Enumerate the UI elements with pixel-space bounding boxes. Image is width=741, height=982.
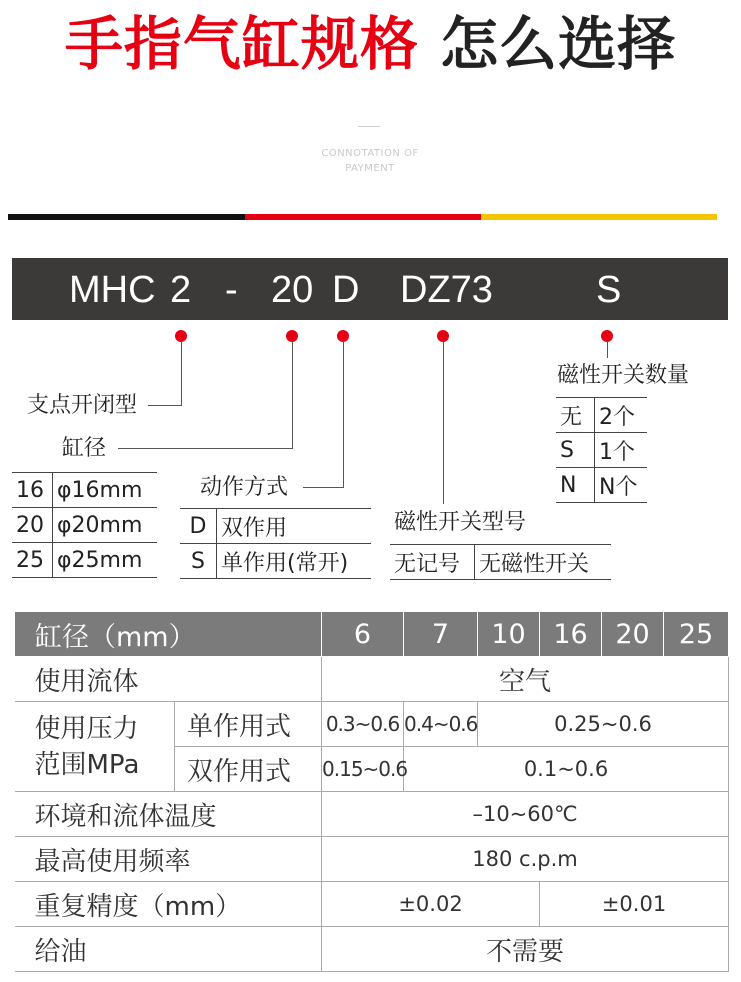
spec-table	[14, 611, 729, 972]
spec-row-pressure-single	[15, 702, 729, 747]
subtitle-line1: CONNOTATION OF	[321, 148, 419, 159]
stripe-yellow	[481, 214, 717, 220]
label-bore: 缸径	[62, 436, 107, 461]
label-action: 动作方式	[200, 475, 289, 500]
leader-line	[292, 342, 293, 449]
spec-repeat-v2: ±0.01	[540, 882, 729, 927]
switch-type-table	[390, 544, 611, 580]
bore-value: φ25mm	[53, 543, 158, 578]
spec-freq-label: 最高使用频率	[15, 837, 322, 882]
marker-dot	[437, 330, 449, 342]
switch-type-value: 无磁性开关	[475, 545, 612, 580]
model-action: D	[332, 269, 360, 311]
spec-size: 20	[602, 612, 664, 657]
spec-size: 10	[478, 612, 540, 657]
model-bore: 20	[271, 269, 314, 311]
marker-dot	[601, 330, 613, 342]
spec-pressure-label	[15, 702, 175, 792]
label-fulcrum: 支点开闭型	[27, 393, 138, 418]
spec-size: 16	[540, 612, 602, 657]
leader-line	[303, 487, 344, 488]
spec-double-rest: 0.1~0.6	[404, 747, 729, 792]
bore-table	[12, 472, 157, 578]
spec-pressure-label-line2: 范围MPa	[34, 749, 140, 780]
model-series: MHC	[69, 269, 156, 311]
marker-dot	[286, 330, 298, 342]
leader-line	[443, 342, 444, 504]
spec-size: 6	[322, 612, 404, 657]
spec-temp-label: 环境和流体温度	[15, 792, 322, 837]
spec-size: 25	[664, 612, 729, 657]
bore-value: φ20mm	[53, 508, 158, 543]
model-switch-qty: S	[596, 269, 622, 311]
bore-code: 16	[12, 473, 53, 508]
spec-single-rest: 0.25~0.6	[478, 702, 729, 747]
model-type: 2	[170, 269, 192, 311]
switch-qty-code: 无	[556, 398, 595, 433]
action-code: S	[180, 544, 217, 579]
leader-line	[118, 448, 293, 449]
spec-temp-value: –10~60℃	[322, 792, 729, 837]
spec-repeat-v1: ±0.02	[322, 882, 540, 927]
spec-row-freq	[15, 837, 729, 882]
action-table	[180, 508, 371, 579]
stripe-black	[8, 214, 245, 220]
spec-double-label: 双作用式	[175, 747, 322, 792]
spec-pressure-label-line1: 使用压力	[34, 713, 139, 744]
leader-line	[343, 342, 344, 488]
action-value: 单作用(常开)	[217, 544, 372, 579]
spec-size: 7	[404, 612, 478, 657]
spec-single-v6: 0.3~0.6	[322, 702, 404, 747]
spec-row-repeat	[15, 882, 729, 927]
stripe-red	[245, 214, 481, 220]
label-switch-qty: 磁性开关数量	[557, 363, 690, 388]
spec-header-label: 缸径（mm）	[15, 612, 322, 657]
spec-row-oil	[15, 927, 729, 972]
spec-oil-label: 给油	[15, 927, 322, 972]
spec-header-row	[15, 612, 729, 657]
marker-dot	[175, 330, 187, 342]
page-title	[0, 8, 741, 80]
marker-dot	[337, 330, 349, 342]
title-dark: 怎么选择	[440, 10, 677, 78]
title-red: 手指气缸规格	[64, 10, 419, 78]
spec-fluid-label: 使用流体	[15, 657, 322, 702]
leader-line	[607, 342, 608, 358]
switch-qty-table	[556, 397, 647, 503]
spec-fluid-value: 空气	[322, 657, 729, 702]
bore-value: φ16mm	[53, 473, 158, 508]
spec-row-fluid	[15, 657, 729, 702]
spec-single-label: 单作用式	[175, 702, 322, 747]
switch-qty-value: N个	[595, 468, 648, 503]
spec-oil-value: 不需要	[322, 927, 729, 972]
model-dash: -	[225, 269, 238, 311]
bore-code: 20	[12, 508, 53, 543]
switch-qty-value: 2个	[595, 398, 648, 433]
switch-qty-code: N	[556, 468, 595, 503]
subtitle-divider	[358, 126, 380, 127]
leader-line	[181, 342, 182, 406]
spec-double-v6: 0.15~0.6	[322, 747, 404, 792]
spec-single-v7: 0.4~0.6	[404, 702, 478, 747]
switch-type-code: 无记号	[390, 545, 475, 580]
bore-code: 25	[12, 543, 53, 578]
model-switch-type: DZ73	[400, 269, 493, 311]
switch-qty-code: S	[556, 433, 595, 468]
leader-line	[148, 405, 182, 406]
action-value: 双作用	[217, 509, 372, 544]
switch-qty-value: 1个	[595, 433, 648, 468]
label-switch-type: 磁性开关型号	[394, 510, 527, 535]
spec-repeat-label: 重复精度（mm）	[15, 882, 322, 927]
action-code: D	[180, 509, 217, 544]
spec-freq-value: 180 c.p.m	[322, 837, 729, 882]
subtitle-line2: PAYMENT	[345, 163, 395, 174]
spec-row-temp	[15, 792, 729, 837]
